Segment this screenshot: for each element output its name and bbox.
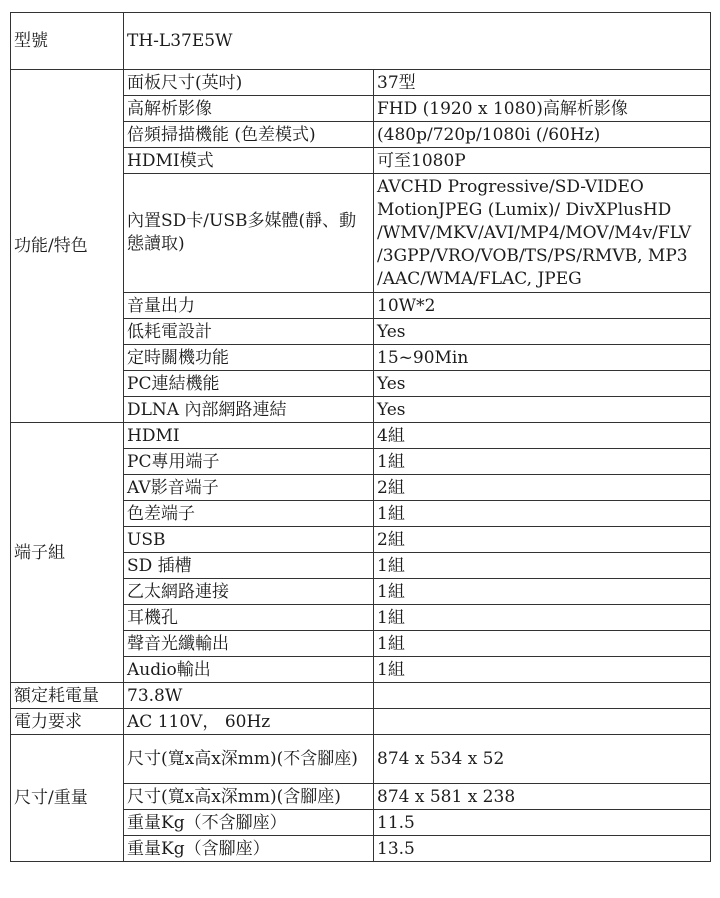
- ports-label: 端子組: [11, 423, 124, 683]
- port-value: 1組: [374, 553, 711, 579]
- model-row: [11, 13, 711, 70]
- port-value: 2組: [374, 475, 711, 501]
- port-name: SD 插槽: [124, 553, 374, 579]
- port-name: Audio輸出: [124, 657, 374, 683]
- feature-name: 倍頻掃描機能 (色差模式): [124, 122, 374, 148]
- size-weight-value: 13.5: [374, 836, 711, 862]
- feature-value: 37型: [374, 70, 711, 96]
- size-weight-value: 874 x 581 x 238: [374, 784, 711, 810]
- feature-value: Yes: [374, 397, 711, 423]
- table-row: [11, 423, 711, 449]
- empty-cell: [374, 709, 711, 735]
- size-weight-value: 11.5: [374, 810, 711, 836]
- feature-value: AVCHD Progressive/SD-VIDEO MotionJPEG (Lumix)/ DivXPlusHD /WMV/MKV/AVI/MP4/MOV/M4v/FLV /3GPP/VRO/VOB/TS/PS/RMVB, MP3 /AAC/WMA/FLAC, JPEG: [374, 174, 711, 293]
- feature-name: 音量出力: [124, 293, 374, 319]
- feature-name: DLNA 內部網路連結: [124, 397, 374, 423]
- feature-name: 低耗電設計: [124, 319, 374, 345]
- port-name: 色差端子: [124, 501, 374, 527]
- power-req-value: AC 110V， 60Hz: [124, 709, 374, 735]
- rated-power-value: 73.8W: [124, 683, 374, 709]
- model-label: 型號: [11, 13, 124, 70]
- spec-sheet: [10, 12, 710, 862]
- feature-name: 高解析影像: [124, 96, 374, 122]
- feature-value: (480p/720p/1080i (/60Hz): [374, 122, 711, 148]
- port-value: 1組: [374, 579, 711, 605]
- size-weight-value: 874 x 534 x 52: [374, 735, 711, 784]
- feature-value: Yes: [374, 319, 711, 345]
- size-weight-name: 重量Kg（不含腳座）: [124, 810, 374, 836]
- port-name: 聲音光纖輸出: [124, 631, 374, 657]
- port-name: AV影音端子: [124, 475, 374, 501]
- port-value: 1組: [374, 501, 711, 527]
- power-req-row: [11, 709, 711, 735]
- size-weight-label: 尺寸/重量: [11, 735, 124, 862]
- port-name: 耳機孔: [124, 605, 374, 631]
- feature-name: 定時關機功能: [124, 345, 374, 371]
- empty-cell: [374, 683, 711, 709]
- port-name: HDMI: [124, 423, 374, 449]
- size-weight-name: 重量Kg（含腳座）: [124, 836, 374, 862]
- port-value: 2組: [374, 527, 711, 553]
- power-req-label: 電力要求: [11, 709, 124, 735]
- feature-value: Yes: [374, 371, 711, 397]
- feature-value: FHD (1920 x 1080)高解析影像: [374, 96, 711, 122]
- rated-power-row: [11, 683, 711, 709]
- port-name: 乙太網路連接: [124, 579, 374, 605]
- feature-value: 15~90Min: [374, 345, 711, 371]
- port-value: 1組: [374, 631, 711, 657]
- feature-value: 可至1080P: [374, 148, 711, 174]
- port-value: 1組: [374, 449, 711, 475]
- port-value: 1組: [374, 605, 711, 631]
- model-value: TH-L37E5W: [124, 13, 711, 70]
- port-value: 1組: [374, 657, 711, 683]
- size-weight-name: 尺寸(寬x高x深mm)(不含腳座): [124, 735, 374, 784]
- port-name: USB: [124, 527, 374, 553]
- table-row: [11, 735, 711, 784]
- feature-name: PC連結機能: [124, 371, 374, 397]
- port-name: PC專用端子: [124, 449, 374, 475]
- table-row: [11, 70, 711, 96]
- feature-name: HDMI模式: [124, 148, 374, 174]
- spec-table: [10, 12, 711, 862]
- feature-value: 10W*2: [374, 293, 711, 319]
- feature-name: 面板尺寸(英吋): [124, 70, 374, 96]
- feature-name: 內置SD卡/USB多媒體(靜、動態讀取): [124, 174, 374, 293]
- port-value: 4組: [374, 423, 711, 449]
- features-label: 功能/特色: [11, 70, 124, 423]
- rated-power-label: 額定耗電量: [11, 683, 124, 709]
- size-weight-name: 尺寸(寬x高x深mm)(含腳座): [124, 784, 374, 810]
